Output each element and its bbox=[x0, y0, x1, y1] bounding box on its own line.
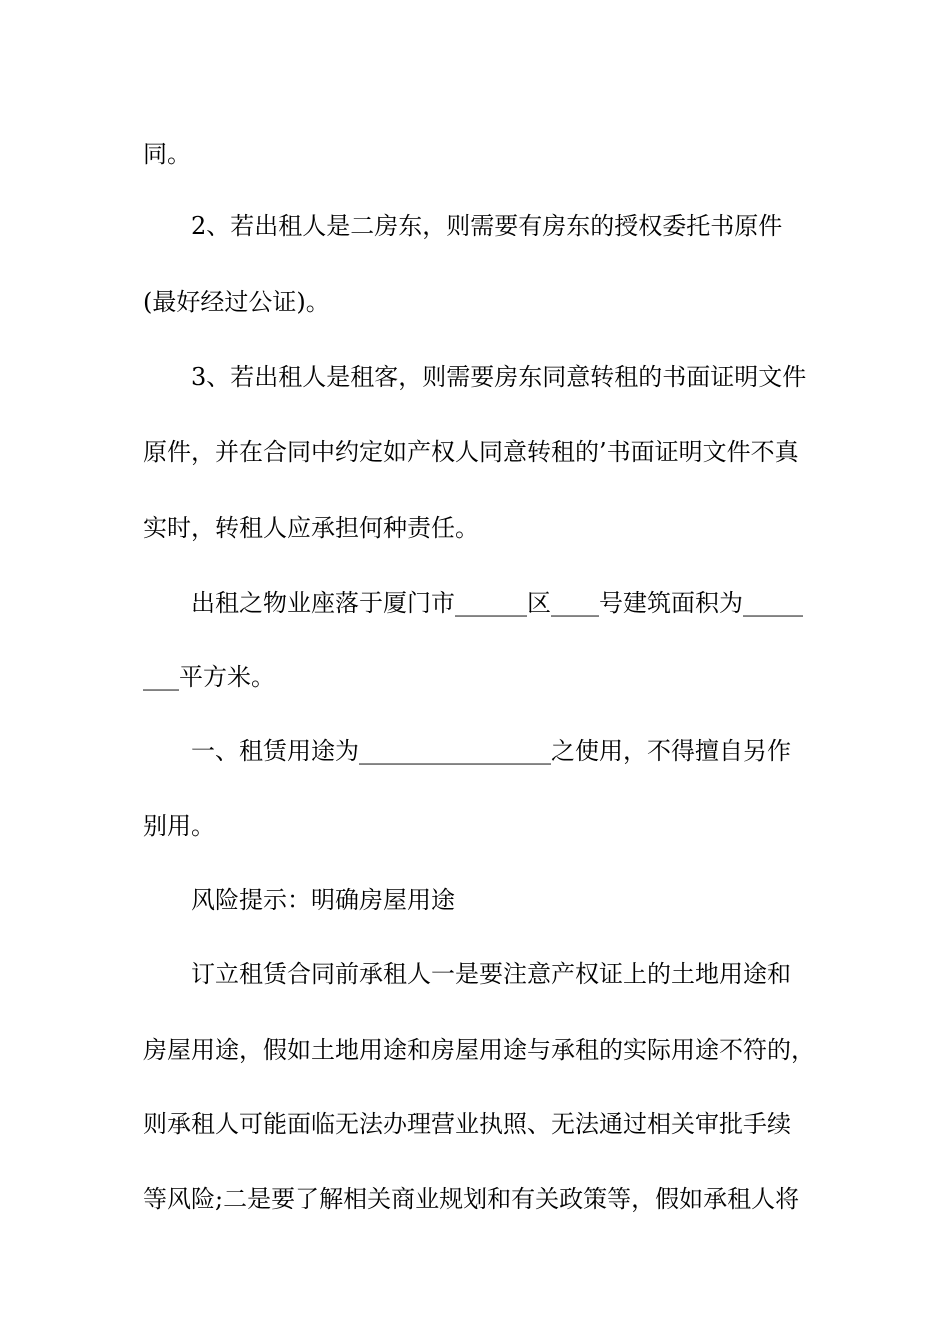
text-line-7: 出租之物业座落于厦门市______区____号建筑面积为_____ bbox=[191, 589, 803, 617]
text-line-15: 等风险;二是要了解相关商业规划和有关政策等，假如承租人将 bbox=[143, 1185, 800, 1213]
text-line-5: 原件，并在合同中约定如产权人同意转租的’书面证明文件不真 bbox=[143, 438, 799, 466]
text-line-10: 别用。 bbox=[143, 812, 215, 840]
text-line-14: 则承租人可能面临无法办理营业执照、无法通过相关审批手续 bbox=[143, 1110, 791, 1138]
text-line-3: (最好经过公证)。 bbox=[143, 288, 330, 316]
text-line-12: 订立租赁合同前承租人一是要注意产权证上的土地用途和 bbox=[191, 960, 791, 988]
text-line-2: 2、若出租人是二房东，则需要有房东的授权委托书原件 bbox=[191, 212, 783, 240]
text-line-8: ___平方米。 bbox=[143, 663, 275, 691]
text-line-1: 同。 bbox=[143, 140, 191, 168]
text-line-9: 一、租赁用途为________________之使用，不得擅自另作 bbox=[191, 737, 791, 765]
text-line-13: 房屋用途，假如土地用途和房屋用途与承租的实际用途不符的， bbox=[143, 1036, 815, 1064]
text-line-4: 3、若出租人是租客，则需要房东同意转租的书面证明文件 bbox=[191, 363, 807, 391]
text-line-6: 实时，转租人应承担何种责任。 bbox=[143, 514, 479, 542]
text-line-11: 风险提示：明确房屋用途 bbox=[191, 886, 455, 914]
